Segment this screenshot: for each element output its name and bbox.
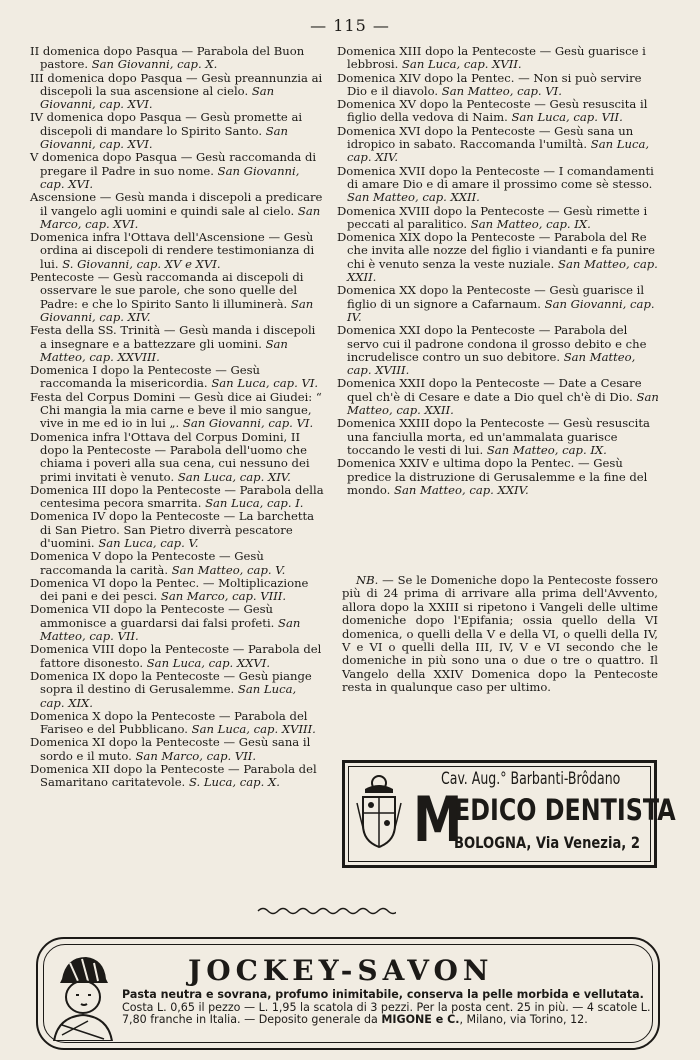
entry-text: Domenica V dopo la Pentecoste — Gesù raccomanda la carità. <box>30 549 264 577</box>
entry-text: Ascensione — Gesù manda i discepoli a predicare il vangelo agli uomini e quindi sale al cielo. <box>30 190 323 218</box>
entry-text: Domenica I dopo la Pentecoste — Gesù raccomanda la misericordia. <box>30 363 261 391</box>
entry-text: Domenica XVII dopo la Pentecoste — I comandamenti di amare Dio e di amare il prossimo come sè stesso. <box>337 163 654 191</box>
entry-text: III domenica dopo Pasqua — Gesù preannunzia ai discepoli la sua ascensione al cielo. <box>30 70 323 98</box>
jockey-portrait-icon <box>48 949 118 1041</box>
entry-source: San Giovanni, cap. IV. <box>347 296 655 324</box>
gospel-entry <box>30 324 324 364</box>
entry-source: San Luca, cap. V. <box>98 535 199 550</box>
entry-source: San Luca, cap. XIX. <box>40 682 297 710</box>
page-number: — 115 — <box>310 16 390 35</box>
entry-source: San Matteo, cap. XXIV. <box>394 482 529 497</box>
left-column <box>30 45 324 790</box>
entry-source: San Matteo, cap. V. <box>171 562 286 577</box>
entry-source: San Luca, cap. XIV. <box>347 137 650 165</box>
entry-source: San Luca, cap. I. <box>205 496 304 511</box>
wavy-divider <box>256 904 396 918</box>
gospel-entry <box>30 431 324 484</box>
entry-text: Domenica XXIV e ultima dopo la Pentec. — Gesù predice la distruzione di Gerusalemme e la fine del mondo. <box>337 456 648 497</box>
entry-text: Domenica XVIII dopo la Pentecoste — Gesù rimette i peccati al paralitico. <box>337 203 648 231</box>
gospel-entry <box>30 603 324 643</box>
gospel-entry <box>337 457 659 497</box>
entry-text: V domenica dopo Pasqua — Gesù raccomanda di pregare il Padre in suo nome. <box>30 150 317 178</box>
entry-text: Domenica XX dopo la Pentecoste — Gesù guarisce il figlio di un signore a Cafarnaum. <box>337 283 645 311</box>
entry-text: IV domenica dopo Pasqua — Gesù promette ai discepoli di mandare lo Spirito Santo. <box>30 110 303 138</box>
entry-text: Domenica III dopo la Pentecoste — Parabola della centesima pecora smarrita. <box>30 482 324 511</box>
soap-tagline: Pasta neutra e sovrana, profumo inimitabile, conserva la pelle morbida e vellutata. <box>122 988 644 1001</box>
entry-source: San Matteo, cap. XXII. <box>347 190 480 205</box>
dentist-title: EDICO DENTISTA <box>454 793 676 827</box>
gospel-entry <box>337 284 659 324</box>
gospel-entry <box>337 377 659 417</box>
gospel-entry <box>30 271 324 324</box>
coat-of-arms-icon <box>355 773 403 853</box>
entry-source: San Luca, cap. XXVI. <box>146 655 271 670</box>
entry-text: Domenica XIII dopo la Pentecoste — Gesù guarisce i lebbrosi. <box>337 44 646 72</box>
entry-source: San Matteo, cap. VI. <box>441 83 562 98</box>
entry-text: Domenica XXIII dopo la Pentecoste — Gesù resuscita una fanciulla morta, ed un'ammalata guarisce toccando le vesti di lui. <box>337 416 650 457</box>
entry-text: Domenica XII dopo la Pentecoste — Parabola del Samaritano caritatevole. <box>30 762 317 790</box>
gospel-entry <box>30 510 324 550</box>
entry-source: San Giovanni, cap. VI. <box>182 416 314 431</box>
entry-source: San Matteo, cap. XXVIII. <box>40 336 288 364</box>
entry-text: Domenica infra l'Ottava dell'Ascensione — Gesù ordina ai discepoli di rendere testimonianza di lui. <box>30 230 315 271</box>
entry-source: San Luca, cap. XIV. <box>177 469 291 484</box>
soap-dealer: MIGONE e C. <box>381 1013 460 1027</box>
dentist-advertisement <box>342 760 676 868</box>
entry-source: San Matteo, cap. XXII. <box>347 256 658 285</box>
gospel-entry <box>30 111 324 151</box>
gospel-entry <box>30 364 324 391</box>
gospel-entry <box>337 72 659 99</box>
entry-text: Domenica IX dopo la Pentecoste — Gesù piange sopra il destino di Gerusalemme. <box>30 668 312 697</box>
entry-text: Domenica VIII dopo la Pentecoste — Parabola del fattore disonesto. <box>30 642 322 670</box>
entry-text: Festa del Corpus Domini — Gesù dice ai Giudei: “ Chi mangia la mia carne e beve il mio sangue, vive in me ed io in lui „. <box>30 389 322 431</box>
note-label: NB. <box>356 573 379 587</box>
entry-source: S. Giovanni, cap. XV e XVI. <box>62 256 221 271</box>
entry-text: Domenica XXI dopo la Pentecoste — Parabola del servo cui il padrone condona il grosso debito e che incrudelisce contro un suo debitore. <box>337 323 647 364</box>
entry-source: San Matteo, cap. XXII. <box>347 389 659 418</box>
entry-text: Domenica X dopo la Pentecoste — Parabola del Fariseo e del Pubblicano. <box>30 708 308 737</box>
gospel-entry <box>30 484 324 511</box>
gospel-entry <box>337 205 659 232</box>
soap-address: , Milano, via Torino, 12. <box>459 1013 588 1027</box>
gospel-entry <box>337 98 659 125</box>
entry-source: San Matteo, cap. XVIII. <box>347 349 636 378</box>
entry-source: S. Luca, cap. X. <box>188 775 280 790</box>
gospel-entry <box>30 231 324 271</box>
entry-text: Pentecoste — Gesù raccomanda ai discepoli di osservare le sue parole, che sono quelle del Padre: e che lo Spirito Santo li illuminerà. <box>30 270 304 311</box>
gospel-entry <box>337 45 659 72</box>
entry-source: San Matteo, cap. VII. <box>40 615 301 644</box>
entry-source: San Giovanni, cap. X. <box>91 57 218 72</box>
entry-text: Domenica XIV dopo la Pentec. — Non si può servire Dio e il diavolo. <box>337 70 642 98</box>
soap-advertisement <box>36 937 660 1050</box>
entry-text: Domenica XI dopo la Pentecoste — Gesù sana il sordo e il muto. <box>30 735 311 763</box>
entry-source: San Giovanni, cap. XVI. <box>40 83 275 112</box>
gospel-entry <box>337 165 659 205</box>
gospel-entry <box>337 417 659 457</box>
entry-text: Domenica XXII dopo la Pentecoste — Date a Cesare quel ch'è di Cesare e date a Dio quel ch'è di Dio. <box>337 376 642 404</box>
entry-text: Festa della SS. Trinità — Gesù manda i discepoli a insegnare e a battezzare gli uomini. <box>30 323 316 351</box>
entry-text: Domenica VII dopo la Pentecoste — Gesù ammonisce a guardarsi dai falsi profeti. <box>30 602 279 630</box>
entry-source: San Marco, cap. VIII. <box>160 589 287 604</box>
dentist-address: BOLOGNA, Via Venezia, 2 <box>454 833 640 852</box>
entry-source: San Giovanni, cap. XIV. <box>40 296 314 324</box>
entry-text: Domenica infra l'Ottava del Corpus Domini, II dopo la Pentecoste — Parabola dell'uomo che chiama i poveri alla sua cena, cui nessuno dei primi invitati è venuto. <box>30 429 310 484</box>
entry-source: San Luca, cap. VII. <box>511 110 623 125</box>
entry-text: Domenica XV dopo la Pentecoste — Gesù resuscita il figlio della vedova di Naim. <box>337 97 648 125</box>
soap-description <box>122 989 652 1027</box>
entry-source: San Luca, cap. XVIII. <box>191 722 316 737</box>
entry-source: San Matteo, cap. IX. <box>486 442 607 457</box>
dentist-initial: M <box>413 783 463 856</box>
gospel-entry <box>30 577 324 604</box>
gospel-entry <box>30 72 324 112</box>
entry-source: San Marco, cap. XVI. <box>40 203 321 231</box>
gospel-entry <box>337 324 659 377</box>
entry-source: San Marco, cap. VII. <box>135 748 257 763</box>
gospel-entry <box>30 710 324 737</box>
gospel-entry <box>337 125 659 165</box>
gospel-entry <box>30 763 324 790</box>
gospel-entry <box>30 736 324 763</box>
gospel-entry <box>30 550 324 577</box>
soap-prices: Costa L. 0,65 il pezzo — L. 1,95 la scatola di 3 pezzi. Per la posta cent. 25 in più. — 4 scatole L. 7,80 franche in Italia. — Deposito generale da <box>122 1000 651 1027</box>
nb-note <box>342 574 658 695</box>
gospel-entry <box>30 151 324 191</box>
entry-text: Domenica XIX dopo la Pentecoste — Parabola del Re che invita alle nozze del figlio i viandanti e fa punire chi è venuto senza la veste nuziale. <box>337 230 655 271</box>
right-column <box>337 45 659 497</box>
gospel-entry <box>30 643 324 670</box>
dentist-name: Cav. Aug.° Barbanti-Brôdano <box>441 769 621 789</box>
note-text: — Se le Domeniche dopo la Pentecoste fossero più di 24 prima di arrivare alla prima dell'Avvento, allora dopo la XXIII si ripetono i Vangeli delle ultime domeniche dopo l'Epifania; ossia quello della VI domenica, o quelli della V e della VI, o quelli della IV, V e VI o quelli della III, IV, V e VI secondo che le domeniche in più sono una o due o tre o quattro. Il Vangelo della XXIV Domenica dopo la Pentecoste resta in qualunque caso per ultimo. <box>342 573 658 695</box>
gospel-entry <box>337 231 659 284</box>
entry-source: San Giovanni, cap. XVI. <box>40 163 300 191</box>
entry-text: Domenica XVI dopo la Pentecoste — Gesù sana un idropico in sabato. Raccomanda l'umiltà. <box>337 123 634 152</box>
gospel-entry <box>30 670 324 710</box>
gospel-entry <box>30 191 324 231</box>
entry-text: II domenica dopo Pasqua — Parabola del Buon pastore. <box>30 44 305 72</box>
gospel-entry <box>30 45 324 72</box>
entry-source: San Luca, cap. XVII. <box>401 57 522 72</box>
soap-title: JOCKEY-SAVON <box>188 954 494 987</box>
entry-source: San Luca, cap. VI. <box>211 376 319 391</box>
entry-text: Domenica IV dopo la Pentecoste — La barchetta di San Pietro. San Pietro diverrà pescatore d'uomini. <box>30 509 315 550</box>
entry-text: Domenica VI dopo la Pentec. — Moltiplicazione dei pani e dei pesci. <box>30 575 309 604</box>
entry-source: San Matteo, cap. IX. <box>470 216 591 231</box>
gospel-entry <box>30 391 324 431</box>
entry-source: San Giovanni, cap. XVI. <box>40 123 289 152</box>
